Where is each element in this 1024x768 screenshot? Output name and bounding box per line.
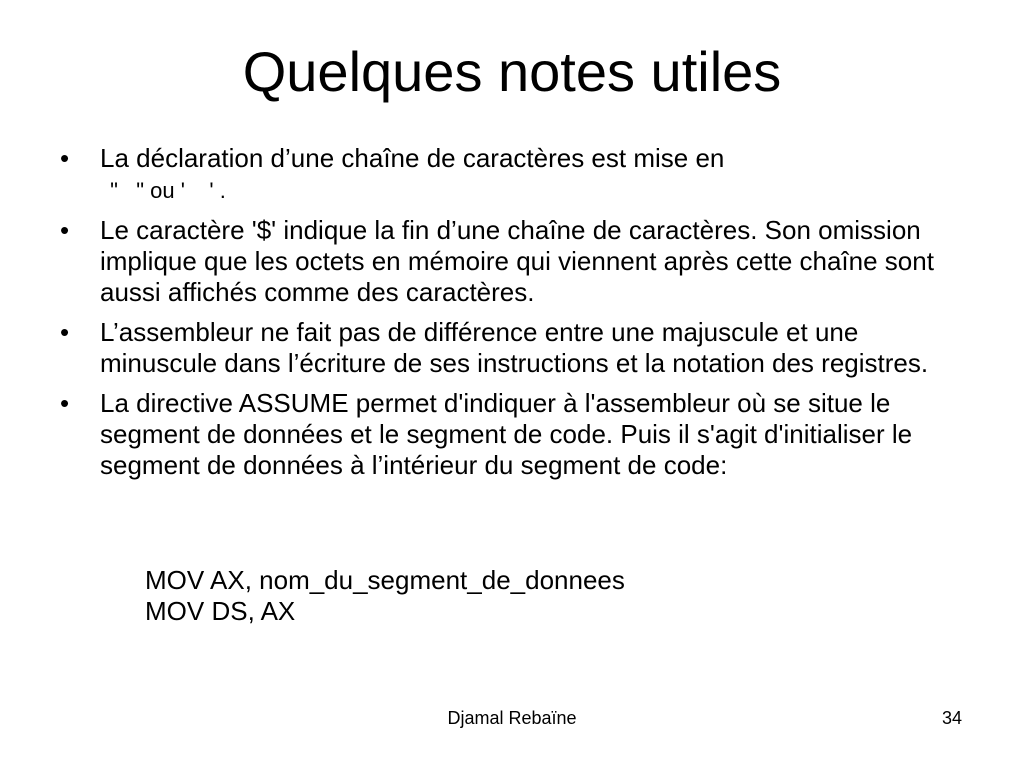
bullet-marker: • <box>60 215 70 245</box>
page-number: 34 <box>941 708 962 728</box>
bullet-text: L’assembleur ne fait pas de différence entre une majuscule et une minuscule dans l’écriture de ses instructions et la notation des registres. <box>100 317 929 378</box>
bullet-item <box>60 215 980 308</box>
bullet-list <box>60 143 980 490</box>
bullet-marker: • <box>60 388 70 418</box>
footer-author: Djamal Rebaïne <box>447 708 577 728</box>
code-block <box>145 565 625 627</box>
bullet-text: La déclaration d’une chaîne de caractères est mise en <box>100 143 725 173</box>
bullet-subtext: " " ou ' ' . <box>104 178 226 203</box>
bullet-text: Le caractère '$' indique la fin d’une chaîne de caractères. Son omission implique que les octets en mémoire qui viennent après cette chaîne sont aussi affichés comme des caractères. <box>100 215 934 307</box>
code-line: MOV DS, AX <box>145 596 296 626</box>
bullet-item <box>60 388 980 481</box>
bullet-item <box>60 143 980 206</box>
bullet-item <box>60 317 980 379</box>
bullet-text: La directive ASSUME permet d'indiquer à l'assembleur où se situe le segment de données et le segment de code. Puis il s'agit d'initialiser le segment de données à l’intérieur du segment de code: <box>100 388 913 480</box>
bullet-marker: • <box>60 317 70 347</box>
code-line: MOV AX, nom_du_segment_de_donnees <box>145 565 625 595</box>
bullet-marker: • <box>60 143 70 173</box>
slide-title: Quelques notes utiles <box>242 40 782 103</box>
